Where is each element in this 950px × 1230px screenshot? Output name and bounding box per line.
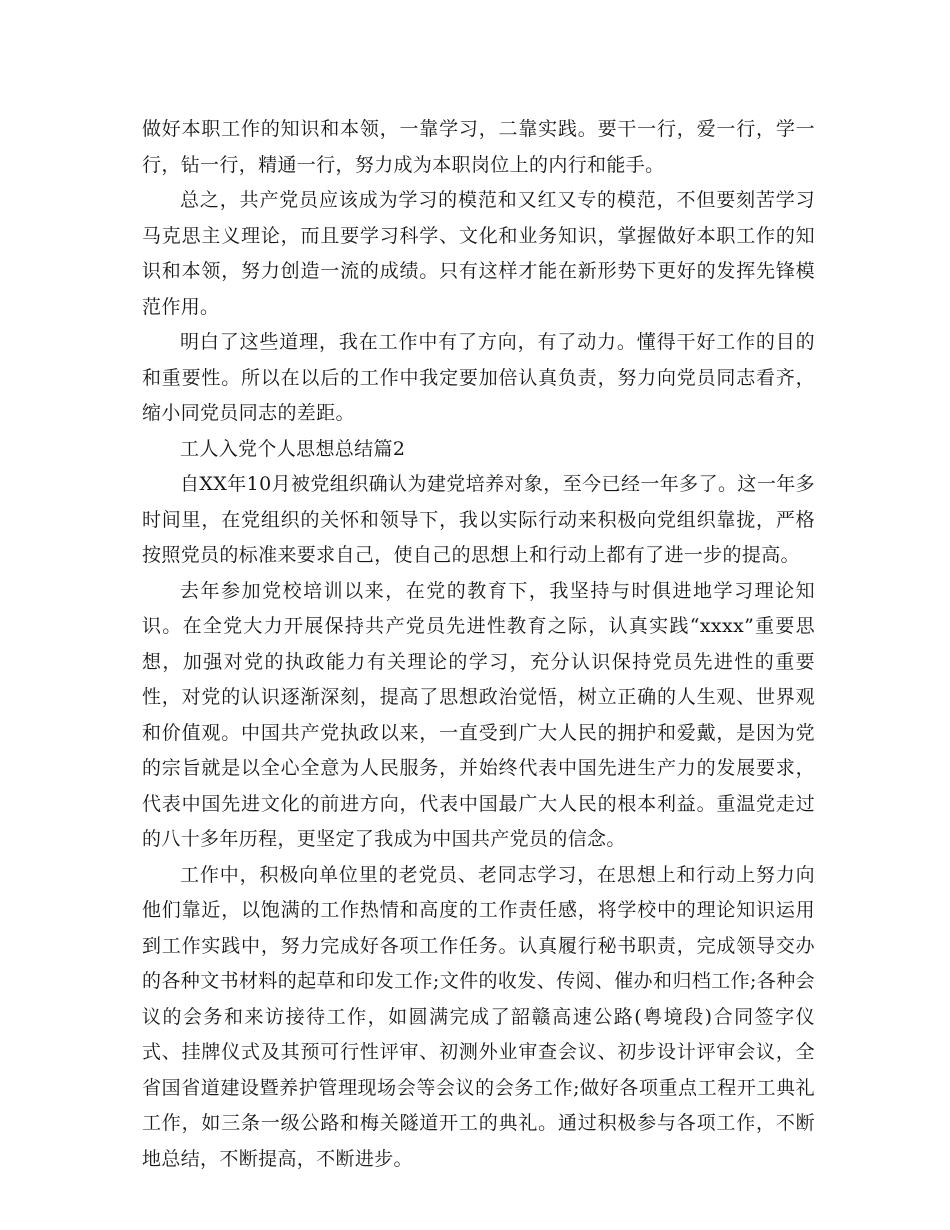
- paragraph-continuation: 做好本职工作的知识和本领，一靠学习，二靠实践。要干一行，爱一行，学一行，钻一行，精通一行，努力成为本职岗位上的内行和能手。: [142, 118, 815, 176]
- paragraph-training-object: 自XX年10月被党组织确认为建党培养对象，至今已经一年多了。这一年多时间里，在党组织的关怀和领导下，我以实际行动来积极向党组织靠拢，严格按照党员的标准来要求自己，使自己的思想上和行动上都有了进一步的提高。: [142, 473, 815, 566]
- document-body: [142, 112, 815, 1177]
- paragraph-understanding: 明白了这些道理，我在工作中有了方向，有了动力。懂得干好工作的目的和重要性。所以在以后的工作中我定要加倍认真负责，努力向党员同志看齐，缩小同党员同志的差距。: [142, 331, 815, 424]
- paragraph-party-school: 去年参加党校培训以来，在党的教育下，我坚持与时俱进地学习理论知识。在全党大力开展保持共产党员先进性教育之际，认真实践“xxxx”重要思想，加强对党的执政能力有关理论的学习，充分认识保持党员先进性的重要性，对党的认识逐渐深刻，提高了思想政治觉悟，树立正确的人生观、世界观和价值观。中国共产党执政以来，一直受到广大人民的拥护和爱戴，是因为党的宗旨就是以全心全意为人民服务，并始终代表中国先进生产力的发展要求，代表中国先进文化的前进方向，代表中国最广大人民的根本利益。重温党走过的八十多年历程，更坚定了我成为中国共产党员的信念。: [142, 579, 815, 850]
- section-heading: 工人入党个人思想总结篇2: [180, 437, 406, 460]
- paragraph-work: 工作中，积极向单位里的老党员、老同志学习，在思想上和行动上努力向他们靠近，以饱满的工作热情和高度的工作责任感，将学校中的理论知识运用到工作实践中，努力完成好各项工作任务。认真履行秘书职责，完成领导交办的各种文书材料的起草和印发工作;文件的收发、传阅、催办和归档工作;各种会议的会务和来访接待工作，如圆满完成了韶赣高速公路(粤境段)合同签字仪式、挂牌仪式及其预可行性评审、初测外业审查会议、初步设计评审会议，全省国省道建设暨养护管理现场会等会议的会务工作;做好各项重点工程开工典礼工作，如三条一级公路和梅关隧道开工的典礼。通过积极参与各项工作，不断地总结，不断提高，不断进步。: [142, 863, 815, 1170]
- paragraph-summary: 总之，共产党员应该成为学习的模范和又红又专的模范，不但要刻苦学习马克思主义理论，而且要学习科学、文化和业务知识，掌握做好本职工作的知识和本领，努力创造一流的成绩。只有这样才能在新形势下更好的发挥先锋模范作用。: [142, 189, 815, 318]
